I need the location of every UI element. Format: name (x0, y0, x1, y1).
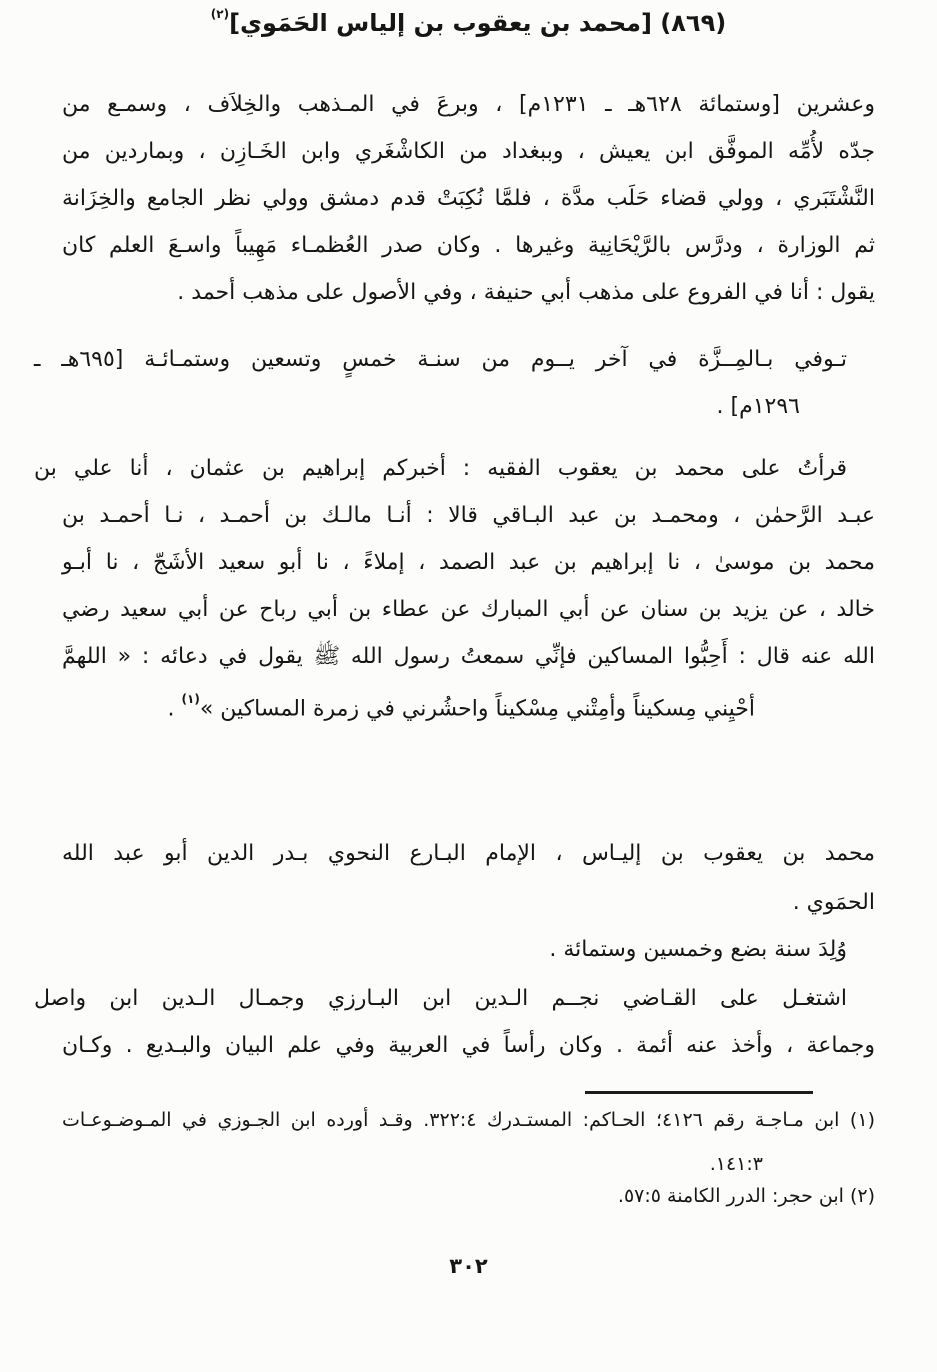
text-line: الحمَوي . (792, 890, 875, 915)
text-line: تـوفي بـالمِــزَّة في آخر يــوم من سنـة خمسٍ وتسعين وستمـائـة [٦٩٥هـ ـ (34, 347, 847, 372)
text-line: خالد ، عن يزيد بن سنان عن أبي المبارك عن عطاء بن أبي رباح عن أبي سعيد رضي (62, 597, 875, 622)
page-number: ٣٠٢ (449, 1254, 488, 1278)
text-line: الله عنه قال : أَحِبُّوا المساكين فإنِّي سمعتُ رسول الله ﷺ يقول في دعائه : « اللهمَّ (62, 644, 875, 669)
text-line: محمد بن يعقوب بن إليـاس ، الإمام البـارع النحوي بـدر الدين أبو عبد الله (62, 841, 875, 866)
date-fragment: ١٢٩٦م] . (716, 394, 800, 419)
footnote-ref-2: (٢) (210, 7, 230, 21)
text-line: وُلِدَ سنة بضع وخمسين وستمائة . (549, 937, 847, 962)
entry-heading (0, 0, 937, 41)
hadith-text: أحْيِني مِسكيناً وأمِتْني مِسْكيناً واحشُرني في زمرة المساكين » (199, 696, 755, 722)
text-line: وعشرين [وستمائة ٦٢٨هـ ـ ١٢٣١م] ، وبرعَ في المـذهب والخِلاَف ، وسمـع من (62, 92, 875, 117)
hadith-last-line (168, 687, 755, 725)
text-line: اشتغـل على القـاضي نجــم الـدين ابن البـارزي وجمـال الـدين ابن واصل (34, 986, 847, 1011)
text-line: النَّشْتَبَري ، وولي قضاء حَلَب مدَّة ، فلمَّا نُكِبَتْ قدم دمشق وولي نظر الجامع والخِزَانة (62, 186, 875, 211)
text-line: يقول : أنا في الفروع على مذهب أبي حنيفة ، وفي الأصول على مذهب أحمد . (177, 280, 875, 305)
footnote-ref-1: (١) (181, 692, 200, 706)
text-line: وجماعة ، وأخذ عنه أئمة . وكان رأساً في العربية وفي علم البيان والبـديع . وكـان (62, 1033, 875, 1058)
text-line: ثم الوزارة ، ودرَّس بالرَّيْحَانِية وغيرها . وكان صدر العُظمـاء مَهِيباً واسـعَ العلم كان (62, 233, 875, 258)
text-line: محمد بن موسىٰ ، نا إبراهيم بن عبد الصمد ، إملاءً ، نا أبو سعيد الأشَجّ ، نا أبـو (62, 550, 875, 575)
text-line: عبـد الرَّحمٰن ، ومحمـد بن عبد البـاقي قالا : أنـا مالـك بن أحمـد ، نـا أحمـد بن (62, 503, 875, 528)
footnote-separator (585, 1091, 813, 1094)
footnote-1: (١) ابن مـاجـة رقم ٤١٢٦؛ الحـاكم: المستـدرك ٣٢٢:٤. وقـد أورده ابن الجـوزي في المـوضـوعـات (62, 1109, 875, 1131)
entry-heading-text: (٨٦٩) [محمد بن يعقوب بن إلياس الحَمَوي] (229, 9, 727, 37)
footnote-2: (٢) ابن حجر: الدرر الكامنة ٥٧:٥. (617, 1185, 875, 1207)
hadith-tail: . (167, 696, 182, 722)
footnote-1-continuation: ١٤١:٣. (709, 1153, 763, 1175)
text-line: قرأتُ على محمد بن يعقوب الفقيه : أخبركم إبراهيم بن عثمان ، أنا علي بن (34, 456, 847, 481)
text-line: جدّه لأُمِّه الموفَّق ابن يعيش ، وببغداد من الكاشْغَري وابن الخَـازِن ، وبماردين من (62, 139, 875, 164)
